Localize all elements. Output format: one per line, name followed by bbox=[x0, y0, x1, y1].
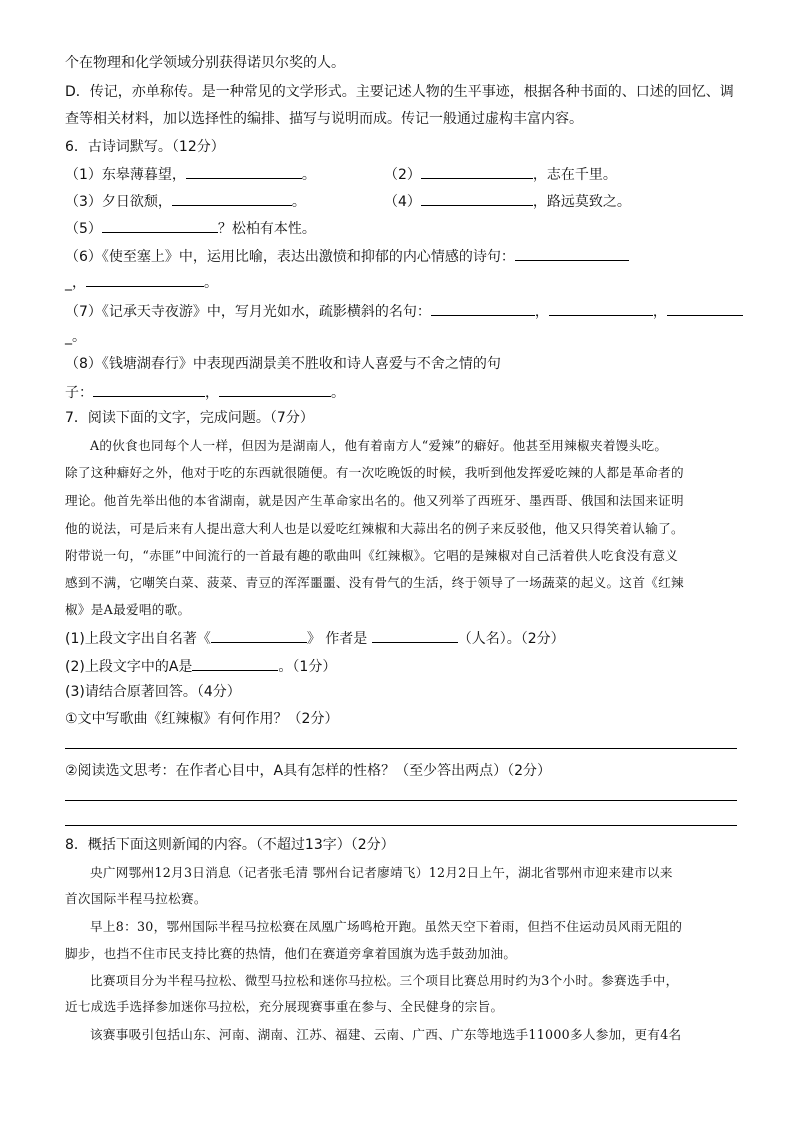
punctuation: ， bbox=[205, 385, 219, 401]
q6-item-6-continued bbox=[65, 272, 218, 292]
answer-blank[interactable] bbox=[219, 382, 331, 397]
q7-sub-1 bbox=[65, 628, 565, 648]
q6-item-1-prompt: （1）东皋薄暮望， bbox=[65, 167, 186, 183]
answer-line[interactable] bbox=[65, 825, 737, 826]
q6-item-5 bbox=[65, 218, 316, 238]
news-line: 比赛项目分为半程马拉松、微型马拉松和迷你马拉松。三个项目比赛总用时约为3个小时。参赛选手中， bbox=[90, 973, 679, 988]
q7-sub-3: (3)请结合原著回答。（4分） bbox=[65, 684, 241, 700]
punctuation: ， bbox=[652, 304, 667, 320]
q6-item-6 bbox=[65, 246, 629, 266]
passage-line: 除了这种癖好之外，他对于吃的东西就很随便。有一次吃晚饭的时候，我听到他发挥爱吃辣的人都是革命者的 bbox=[65, 465, 684, 480]
option-c-continuation: 个在物理和化学领域分别获得诺贝尔奖的人。 bbox=[65, 55, 345, 71]
news-line: 央广网鄂州12月3日消息（记者张毛清 鄂州台记者廖靖飞）12月2日上午，湖北省鄂州市迎来建市以来 bbox=[90, 865, 673, 880]
q7-sub-3-1: ①文中写歌曲《红辣椒》有何作用？（2分） bbox=[65, 711, 339, 727]
passage-line: 附带说一句，“赤匪”中间流行的一首最有趣的歌曲叫《红辣椒》。它唱的是辣椒对自己活着供人吃食没有意义 bbox=[65, 548, 679, 563]
news-line: 脚步，也挡不住市民支持比赛的热情，他们在赛道旁拿着国旗为选手鼓劲加油。 bbox=[65, 946, 517, 961]
q7-sub-2-prompt: (2)上段文字中的A是 bbox=[65, 659, 193, 675]
q6-item-7-prompt: （7）《记承天寺夜游》中，写月光如水，疏影横斜的名句： bbox=[65, 304, 431, 320]
q7-sub-2 bbox=[65, 656, 336, 676]
q6-item-5-number: （5） bbox=[65, 221, 102, 237]
answer-blank[interactable] bbox=[421, 191, 533, 206]
q6-item-2-number: （2） bbox=[384, 167, 421, 183]
q6-item-4-text: ，路远莫致之。 bbox=[532, 194, 631, 210]
question-8-heading: 8．概括下面这则新闻的内容。（不超过13字）（2分） bbox=[65, 837, 395, 853]
punctuation: 。 bbox=[291, 194, 306, 210]
punctuation: 。 bbox=[204, 275, 218, 291]
q6-item-2 bbox=[384, 164, 617, 184]
q6-item-3 bbox=[65, 191, 306, 211]
news-line: 该赛事吸引包括山东、河南、湖南、江苏、福建、云南、广西、广东等地选手11000多人参加，更有4名 bbox=[90, 1027, 682, 1042]
answer-blank[interactable] bbox=[372, 628, 458, 643]
answer-blank[interactable] bbox=[86, 272, 204, 287]
q7-sub-1-prompt: (1)上段文字出自名著《 bbox=[65, 631, 211, 647]
option-d-line-2: 查等相关材料，加以选择性的编排、描写与说明而成。传记一般通过虚构丰富内容。 bbox=[65, 111, 583, 127]
answer-line[interactable] bbox=[65, 748, 737, 749]
passage-line: 感到不满，它嘲笑白菜、菠菜、青豆的浑浑噩噩、没有骨气的生活，终于领导了一场蔬菜的起义。这首《红辣 bbox=[65, 575, 684, 590]
q6-item-6-prompt: （6）《使至塞上》中，运用比喻，表达出激愤和抑郁的内心情感的诗句： bbox=[65, 249, 515, 265]
q7-sub-2-suffix: 。（1分） bbox=[278, 659, 337, 675]
q6-item-7 bbox=[65, 301, 743, 321]
q6-item-1 bbox=[65, 164, 316, 184]
passage-line: 理论。他首先举出他的本省湖南，就是因产生革命家出名的。他又列举了西班牙、墨西哥、俄国和法国来证明 bbox=[65, 493, 684, 508]
punctuation: 。 bbox=[301, 167, 316, 183]
answer-blank[interactable] bbox=[549, 301, 653, 316]
punctuation: _， bbox=[65, 275, 86, 291]
answer-blank[interactable] bbox=[515, 246, 629, 261]
answer-blank[interactable] bbox=[186, 164, 302, 179]
punctuation: 。 bbox=[331, 385, 345, 401]
passage-line: A的伙食也同每个人一样，但因为是湖南人，他有着南方人“爱辣”的癖好。他甚至用辣椒夹着馒头吃。 bbox=[90, 438, 668, 453]
q6-item-2-text: ，志在千里。 bbox=[532, 167, 617, 183]
q6-item-8: （8）《钱塘湖春行》中表现西湖景美不胜收和诗人喜爱与不舍之情的句 bbox=[65, 356, 501, 372]
q6-item-4 bbox=[384, 191, 631, 211]
answer-blank[interactable] bbox=[667, 301, 743, 316]
news-line: 早上8：30，鄂州国际半程马拉松赛在凤凰广场鸣枪开跑。虽然天空下着雨，但挡不住运动员风雨无阻的 bbox=[90, 919, 683, 934]
q6-item-5-text: ？松柏有本性。 bbox=[217, 221, 316, 237]
q6-item-8-prefix: 子： bbox=[65, 385, 93, 401]
q6-item-8-continued bbox=[65, 382, 345, 402]
passage-line: 椒》是A最爱唱的歌。 bbox=[65, 602, 191, 617]
question-7-heading: 7．阅读下面的文字，完成问题。（7分） bbox=[65, 410, 314, 426]
punctuation: ， bbox=[534, 304, 549, 320]
answer-blank[interactable] bbox=[192, 656, 278, 671]
q7-sub-3-2: ②阅读选文思考：在作者心目中，A具有怎样的性格？（至少答出两点）（2分） bbox=[65, 763, 552, 779]
news-line: 近七成选手选择参加迷你马拉松，充分展现赛事重在参与、全民健身的宗旨。 bbox=[65, 999, 504, 1014]
question-6-heading: 6．古诗词默写。（12分） bbox=[65, 139, 225, 155]
q7-sub-1-author-label: 》 作者是 bbox=[306, 631, 368, 647]
q7-sub-1-suffix: （人名）。（2分） bbox=[457, 631, 565, 647]
answer-blank[interactable] bbox=[421, 164, 533, 179]
q6-item-3-prompt: （3）夕日欲颓， bbox=[65, 194, 172, 210]
answer-blank[interactable] bbox=[172, 191, 292, 206]
q6-item-7-continued: _。 bbox=[65, 329, 86, 345]
answer-blank[interactable] bbox=[102, 218, 218, 233]
news-line: 首次国际半程马拉松赛。 bbox=[65, 891, 207, 906]
answer-blank[interactable] bbox=[211, 628, 307, 643]
q6-item-4-number: （4） bbox=[384, 194, 421, 210]
option-d-line-1: D．传记，亦单称传。是一种常见的文学形式。主要记述人物的生平事迹，根据各种书面的、口述的回忆、调 bbox=[65, 84, 734, 100]
passage-line: 他的说法，可是后来有人提出意大利人也是以爱吃红辣椒和大蒜出名的例子来反驳他，他又只得笑着认输了。 bbox=[65, 521, 684, 536]
answer-line[interactable] bbox=[65, 800, 737, 801]
answer-blank[interactable] bbox=[431, 301, 535, 316]
answer-blank[interactable] bbox=[93, 382, 205, 397]
